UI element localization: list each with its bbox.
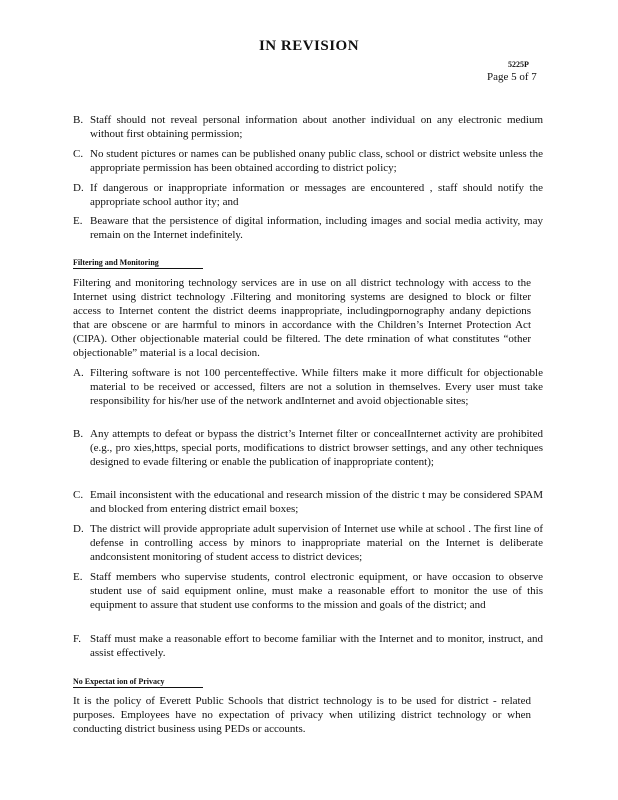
- list-item-label: F.: [73, 633, 81, 645]
- list-item-text: No student pictures or names can be published onany public class, school or district website unless the appropriate permission has been obtained according to district policy;: [90, 148, 543, 174]
- filtering-paragraph: Filtering and monitoring technology services are in use on all district technology with access to the Internet using district technology .Filtering and monitoring systems are designed to block or filter access to Internet content the district deems inappropriate, includingpornography andany depictions that are obscene or are harmful to minors in accordance with the Children’s Internet Protection Act (CIPA). Other objectionable material could be filtered. The dete rmination of what constitutes “other objectionable” material is a local decision.: [73, 277, 531, 359]
- list-item-text: Filtering software is not 100 percenteffective. While filters make it more difficult for objectionable material to be received or accessed, filters are not a solution in themselves. Every user must take responsibility for his/her use of the network andInternet and avoid objectionable sites;: [90, 367, 543, 407]
- policy-code: 5225P: [508, 60, 529, 69]
- section-heading-privacy: No Expectat ion of Privacy: [73, 677, 203, 688]
- list-item: [73, 366, 543, 408]
- list-item-text: The district will provide appropriate adult supervision of Internet use while at school . The first line of defense in controlling access by minors to inappropriate material on the Internet is deliberate andconsistent monitoring of student access to district devices;: [90, 523, 543, 563]
- list-item-label: B.: [73, 428, 84, 440]
- list-item: [73, 113, 543, 141]
- list-item-text: Any attempts to defeat or bypass the district’s Internet filter or concealInternet activity are prohibited (e.g., pro xies,https, special ports, modifications to district browser settings, and any other techniques designed to evade filtering or enable the publication of inappropriate content);: [90, 428, 543, 468]
- list-item-label: E.: [73, 215, 83, 227]
- list-item: [73, 181, 543, 209]
- list-item: [73, 570, 543, 612]
- list-item: [73, 522, 543, 564]
- list-item: [73, 632, 543, 660]
- list-item: [73, 214, 543, 242]
- list-item-label: C.: [73, 489, 84, 501]
- list-item-label: C.: [73, 148, 84, 160]
- list-item-label: B.: [73, 114, 84, 126]
- list-item-text: Staff must make a reasonable effort to become familiar with the Internet and to monitor, instruct, and assist effectively.: [90, 633, 543, 659]
- list-item-text: Email inconsistent with the educational and research mission of the distric t may be considered SPAM and blocked from entering district email boxes;: [90, 489, 543, 515]
- list-item: [73, 147, 543, 175]
- list-item-text: Beaware that the persistence of digital information, including images and social media activity, may remain on the Internet indefinitely.: [90, 215, 543, 241]
- list-item-label: E.: [73, 571, 83, 583]
- privacy-paragraph: It is the policy of Everett Public Schools that district technology is to be used for district - related purposes. Employees have no expectation of privacy when utilizing district technology or when conducting district business using PEDs or accounts.: [73, 695, 531, 735]
- list-item-text: Staff members who supervise students, control electronic equipment, or have occasion to observe student use of said equipment online, must make a reasonable effort to monitor the use of this equipment to assure that student use conforms to the mission and goals of the district; and: [90, 571, 543, 611]
- section-heading-filtering: Filtering and Monitoring: [73, 258, 203, 269]
- list-item: [73, 488, 543, 516]
- list-item-label: D.: [73, 182, 84, 194]
- list-item-text: Staff should not reveal personal information about another individual on any electronic medium without first obtaining permission;: [90, 114, 543, 140]
- page-number: Page 5 of 7: [487, 71, 537, 83]
- document-title: IN REVISION: [258, 38, 360, 54]
- list-item-label: D.: [73, 523, 84, 535]
- list-item-label: A.: [73, 367, 84, 379]
- list-item-text: If dangerous or inappropriate information or messages are encountered , staff should notify the appropriate school author ity; and: [90, 182, 543, 208]
- list-item: [73, 427, 543, 469]
